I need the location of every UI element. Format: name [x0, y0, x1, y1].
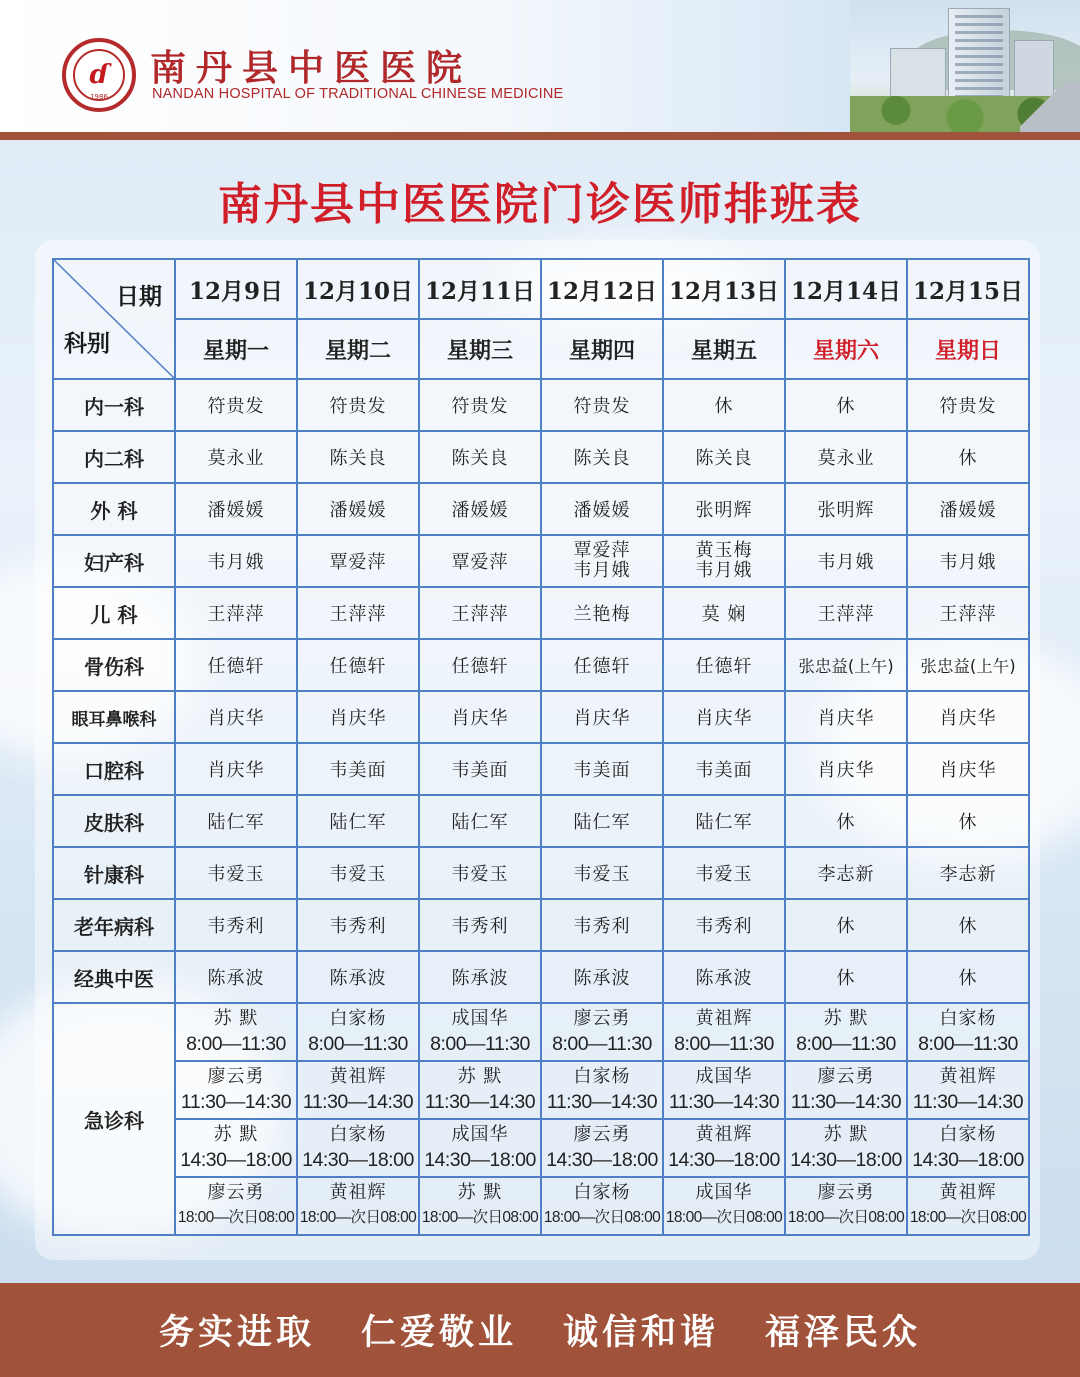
doctor-cell: 休 [785, 951, 907, 1003]
weekday-header: 星期二 [297, 319, 419, 379]
emergency-shift-cell [419, 1119, 541, 1177]
emergency-shift-time: 18:00—次日08:00 [543, 1209, 661, 1226]
footer-slogan: 福泽民众 [765, 1313, 922, 1353]
emergency-doctor-name: 黄祖辉 [939, 1182, 997, 1203]
emergency-shift-time: 8:00—11:30 [796, 1033, 896, 1055]
emergency-doctor-name: 黄祖辉 [329, 1066, 387, 1087]
emergency-shift-cell [175, 1119, 297, 1177]
department-cell: 急诊科 [53, 1003, 175, 1235]
footer-slogan: 诚信和谐 [563, 1313, 720, 1353]
doctor-cell: 陈关良 [541, 431, 663, 483]
emergency-shift-row [53, 1003, 1029, 1061]
emergency-doctor-name: 黄祖辉 [695, 1008, 753, 1029]
emergency-doctor-name: 成国华 [695, 1066, 753, 1087]
emergency-doctor-name: 苏 默 [213, 1008, 259, 1029]
corner-date-label: 日期 [116, 284, 162, 310]
hospital-name: 南丹县中医医院 [150, 47, 473, 89]
emergency-shift-time: 18:00—次日08:00 [299, 1209, 417, 1226]
emergency-shift-cell [663, 1177, 785, 1235]
hospital-logo [62, 38, 136, 112]
logo-emblem-icon: ɗ [89, 60, 109, 90]
emergency-shift-cell [907, 1003, 1029, 1061]
doctor-cell: 符贵发 [419, 379, 541, 431]
emergency-shift-time: 11:30—14:30 [912, 1091, 1024, 1113]
emergency-shift-time: 14:30—18:00 [424, 1149, 536, 1171]
table-row [53, 639, 1029, 691]
table-row [53, 847, 1029, 899]
date-header: 12月12日 [541, 259, 663, 319]
emergency-shift-cell [541, 1119, 663, 1177]
doctor-cell: 陆仁军 [663, 795, 785, 847]
corner-dept-label: 科别 [64, 331, 110, 357]
emergency-shift-cell [419, 1061, 541, 1119]
table-row [53, 483, 1029, 535]
doctor-cell: 肖庆华 [541, 691, 663, 743]
doctor-cell: 休 [785, 899, 907, 951]
doctor-cell: 韦爱玉 [663, 847, 785, 899]
date-header: 12月10日 [297, 259, 419, 319]
emergency-shift-time: 8:00—11:30 [552, 1033, 652, 1055]
emergency-shift-cell [785, 1061, 907, 1119]
emergency-shift-time: 11:30—14:30 [180, 1091, 292, 1113]
doctor-cell: 肖庆华 [297, 691, 419, 743]
doctor-cell: 莫永业 [175, 431, 297, 483]
doctor-cell: 潘媛媛 [907, 483, 1029, 535]
emergency-doctor-name: 廖云勇 [207, 1066, 265, 1087]
date-header: 12月13日 [663, 259, 785, 319]
emergency-shift-row [53, 1177, 1029, 1235]
emergency-doctor-name: 苏 默 [213, 1124, 259, 1145]
doctor-cell: 任德轩 [541, 639, 663, 691]
doctor-cell: 肖庆华 [785, 743, 907, 795]
department-cell: 儿 科 [53, 587, 175, 639]
doctor-cell: 符贵发 [907, 379, 1029, 431]
doctor-cell: 陆仁军 [175, 795, 297, 847]
weekday-header: 星期六 [785, 319, 907, 379]
date-header: 12月15日 [907, 259, 1029, 319]
emergency-shift-cell [297, 1177, 419, 1235]
emergency-shift-cell [663, 1119, 785, 1177]
emergency-doctor-name: 白家杨 [939, 1008, 997, 1029]
table-row [53, 587, 1029, 639]
doctor-cell: 潘媛媛 [541, 483, 663, 535]
doctor-cell: 韦月娥 [907, 535, 1029, 587]
weekday-header: 星期四 [541, 319, 663, 379]
doctor-cell: 王萍萍 [907, 587, 1029, 639]
emergency-shift-time: 11:30—14:30 [546, 1091, 658, 1113]
emergency-doctor-name: 苏 默 [823, 1124, 869, 1145]
emergency-shift-row [53, 1061, 1029, 1119]
department-cell: 经典中医 [53, 951, 175, 1003]
doctor-cell: 陈承波 [297, 951, 419, 1003]
table-row [53, 431, 1029, 483]
hospital-name-english: NANDAN HOSPITAL OF TRADITIONAL CHINESE MEDICINE [152, 86, 564, 102]
hospital-building-photo [850, 0, 1080, 132]
doctor-cell: 韦爱玉 [419, 847, 541, 899]
emergency-doctor-name: 廖云勇 [207, 1182, 265, 1203]
doctor-cell: 王萍萍 [175, 587, 297, 639]
doctor-cell: 李志新 [907, 847, 1029, 899]
footer-slogan-band [0, 1283, 1080, 1377]
doctor-cell: 陈承波 [541, 951, 663, 1003]
header-divider [0, 132, 1080, 140]
doctor-cell: 休 [785, 795, 907, 847]
doctor-cell: 韦秀利 [663, 899, 785, 951]
emergency-shift-time: 18:00—次日08:00 [665, 1209, 783, 1226]
emergency-doctor-name: 苏 默 [457, 1182, 503, 1203]
doctor-cell: 韦秀利 [419, 899, 541, 951]
doctor-cell: 莫 娴 [663, 587, 785, 639]
doctor-cell: 陆仁军 [541, 795, 663, 847]
date-header: 12月9日 [175, 259, 297, 319]
emergency-doctor-name: 黄祖辉 [939, 1066, 997, 1087]
weekday-header: 星期一 [175, 319, 297, 379]
doctor-cell: 潘媛媛 [175, 483, 297, 535]
doctor-cell: 陈关良 [297, 431, 419, 483]
doctor-cell: 覃爱萍 [419, 535, 541, 587]
doctor-cell: 符贵发 [541, 379, 663, 431]
emergency-doctor-name: 廖云勇 [573, 1124, 631, 1145]
doctor-cell: 陈关良 [663, 431, 785, 483]
emergency-shift-cell [297, 1061, 419, 1119]
logo-year: 1986 [90, 93, 108, 101]
doctor-cell: 陆仁军 [419, 795, 541, 847]
emergency-doctor-name: 白家杨 [573, 1182, 631, 1203]
doctor-cell: 陈关良 [419, 431, 541, 483]
doctor-cell: 任德轩 [297, 639, 419, 691]
emergency-shift-cell [663, 1061, 785, 1119]
emergency-shift-cell [785, 1119, 907, 1177]
emergency-shift-time: 14:30—18:00 [302, 1149, 414, 1171]
emergency-doctor-name: 成国华 [451, 1124, 509, 1145]
doctor-cell: 任德轩 [419, 639, 541, 691]
doctor-cell: 陈承波 [663, 951, 785, 1003]
emergency-shift-time: 8:00—11:30 [918, 1033, 1018, 1055]
doctor-cell: 潘媛媛 [297, 483, 419, 535]
doctor-cell: 韦美面 [541, 743, 663, 795]
emergency-shift-cell [907, 1119, 1029, 1177]
emergency-doctor-name: 白家杨 [329, 1124, 387, 1145]
emergency-doctor-name: 成国华 [695, 1182, 753, 1203]
doctor-cell: 休 [907, 431, 1029, 483]
emergency-shift-time: 11:30—14:30 [668, 1091, 780, 1113]
emergency-shift-time: 8:00—11:30 [674, 1033, 774, 1055]
doctor-cell: 任德轩 [663, 639, 785, 691]
doctor-cell: 潘媛媛 [419, 483, 541, 535]
emergency-doctor-name: 白家杨 [329, 1008, 387, 1029]
doctor-cell: 休 [785, 379, 907, 431]
doctor-cell: 黄玉梅 韦月娥 [663, 535, 785, 587]
emergency-shift-time: 14:30—18:00 [912, 1149, 1024, 1171]
emergency-shift-cell [907, 1061, 1029, 1119]
doctor-cell: 张忠益(上午) [785, 639, 907, 691]
schedule-table [52, 258, 1030, 1236]
table-row [53, 795, 1029, 847]
doctor-cell: 肖庆华 [663, 691, 785, 743]
emergency-doctor-name: 廖云勇 [573, 1008, 631, 1029]
doctor-cell: 陈承波 [175, 951, 297, 1003]
emergency-shift-time: 11:30—14:30 [424, 1091, 536, 1113]
table-row [53, 899, 1029, 951]
emergency-doctor-name: 黄祖辉 [695, 1124, 753, 1145]
doctor-cell: 韦美面 [419, 743, 541, 795]
emergency-shift-cell [541, 1177, 663, 1235]
emergency-shift-cell [907, 1177, 1029, 1235]
doctor-cell: 韦爱玉 [297, 847, 419, 899]
emergency-shift-time: 14:30—18:00 [790, 1149, 902, 1171]
doctor-cell: 覃爱萍 韦月娥 [541, 535, 663, 587]
doctor-cell: 王萍萍 [419, 587, 541, 639]
emergency-shift-cell [785, 1177, 907, 1235]
doctor-cell: 韦爱玉 [541, 847, 663, 899]
department-cell: 骨伤科 [53, 639, 175, 691]
emergency-shift-cell [175, 1177, 297, 1235]
doctor-cell: 韦月娥 [175, 535, 297, 587]
emergency-shift-time: 18:00—次日08:00 [909, 1209, 1027, 1226]
weekday-header: 星期五 [663, 319, 785, 379]
emergency-shift-cell [297, 1003, 419, 1061]
emergency-shift-time: 18:00—次日08:00 [787, 1209, 905, 1226]
emergency-shift-time: 18:00—次日08:00 [421, 1209, 539, 1226]
footer-slogan: 务实进取 [158, 1313, 315, 1353]
doctor-cell: 肖庆华 [785, 691, 907, 743]
doctor-cell: 覃爱萍 [297, 535, 419, 587]
emergency-doctor-name: 成国华 [451, 1008, 509, 1029]
doctor-cell: 肖庆华 [175, 743, 297, 795]
emergency-doctor-name: 白家杨 [939, 1124, 997, 1145]
emergency-shift-cell [175, 1061, 297, 1119]
doctor-cell: 张明辉 [663, 483, 785, 535]
emergency-shift-time: 14:30—18:00 [180, 1149, 292, 1171]
emergency-shift-cell [785, 1003, 907, 1061]
department-cell: 眼耳鼻喉科 [53, 691, 175, 743]
doctor-cell: 张忠益(上午) [907, 639, 1029, 691]
doctor-cell: 韦秀利 [541, 899, 663, 951]
emergency-shift-row [53, 1119, 1029, 1177]
doctor-cell: 任德轩 [175, 639, 297, 691]
header-banner [0, 0, 1080, 132]
doctor-cell: 韦月娥 [785, 535, 907, 587]
emergency-shift-cell [663, 1003, 785, 1061]
table-row [53, 535, 1029, 587]
department-cell: 皮肤科 [53, 795, 175, 847]
emergency-shift-time: 18:00—次日08:00 [177, 1209, 295, 1226]
department-cell: 针康科 [53, 847, 175, 899]
doctor-cell: 韦秀利 [175, 899, 297, 951]
department-cell: 妇产科 [53, 535, 175, 587]
doctor-cell: 休 [907, 899, 1029, 951]
emergency-shift-time: 8:00—11:30 [430, 1033, 530, 1055]
footer-slogan: 仁爱敬业 [360, 1313, 517, 1353]
department-cell: 内一科 [53, 379, 175, 431]
emergency-shift-cell [297, 1119, 419, 1177]
table-row [53, 951, 1029, 1003]
emergency-shift-time: 14:30—18:00 [546, 1149, 658, 1171]
weekday-header: 星期日 [907, 319, 1029, 379]
date-header: 12月11日 [419, 259, 541, 319]
doctor-cell: 肖庆华 [907, 691, 1029, 743]
emergency-doctor-name: 白家杨 [573, 1066, 631, 1087]
doctor-cell: 王萍萍 [297, 587, 419, 639]
emergency-doctor-name: 苏 默 [457, 1066, 503, 1087]
weekday-header: 星期三 [419, 319, 541, 379]
emergency-shift-time: 8:00—11:30 [308, 1033, 408, 1055]
emergency-shift-cell [419, 1177, 541, 1235]
department-cell: 老年病科 [53, 899, 175, 951]
department-cell: 外 科 [53, 483, 175, 535]
doctor-cell: 韦爱玉 [175, 847, 297, 899]
emergency-doctor-name: 廖云勇 [817, 1066, 875, 1087]
doctor-cell: 陈承波 [419, 951, 541, 1003]
doctor-cell: 休 [907, 951, 1029, 1003]
emergency-shift-time: 11:30—14:30 [302, 1091, 414, 1113]
doctor-cell: 陆仁军 [297, 795, 419, 847]
doctor-cell: 韦秀利 [297, 899, 419, 951]
emergency-shift-cell [541, 1003, 663, 1061]
doctor-cell: 王萍萍 [785, 587, 907, 639]
emergency-shift-time: 8:00—11:30 [186, 1033, 286, 1055]
doctor-cell: 韦美面 [297, 743, 419, 795]
emergency-doctor-name: 廖云勇 [817, 1182, 875, 1203]
doctor-cell: 莫永业 [785, 431, 907, 483]
emergency-shift-cell [541, 1061, 663, 1119]
doctor-cell: 休 [663, 379, 785, 431]
doctor-cell: 张明辉 [785, 483, 907, 535]
doctor-cell: 肖庆华 [907, 743, 1029, 795]
doctor-cell: 韦美面 [663, 743, 785, 795]
date-header: 12月14日 [785, 259, 907, 319]
emergency-shift-time: 11:30—14:30 [790, 1091, 902, 1113]
table-row [53, 379, 1029, 431]
doctor-cell: 肖庆华 [175, 691, 297, 743]
doctor-cell: 符贵发 [175, 379, 297, 431]
doctor-cell: 休 [907, 795, 1029, 847]
table-corner-header [53, 259, 175, 379]
doctor-cell: 肖庆华 [419, 691, 541, 743]
emergency-shift-time: 14:30—18:00 [668, 1149, 780, 1171]
doctor-cell: 兰艳梅 [541, 587, 663, 639]
table-row [53, 743, 1029, 795]
emergency-doctor-name: 苏 默 [823, 1008, 869, 1029]
department-cell: 口腔科 [53, 743, 175, 795]
table-row [53, 691, 1029, 743]
department-cell: 内二科 [53, 431, 175, 483]
emergency-shift-cell [175, 1003, 297, 1061]
page-title: 南丹县中医医院门诊医师排班表 [218, 179, 862, 230]
doctor-cell: 符贵发 [297, 379, 419, 431]
emergency-shift-cell [419, 1003, 541, 1061]
doctor-cell: 李志新 [785, 847, 907, 899]
emergency-doctor-name: 黄祖辉 [329, 1182, 387, 1203]
